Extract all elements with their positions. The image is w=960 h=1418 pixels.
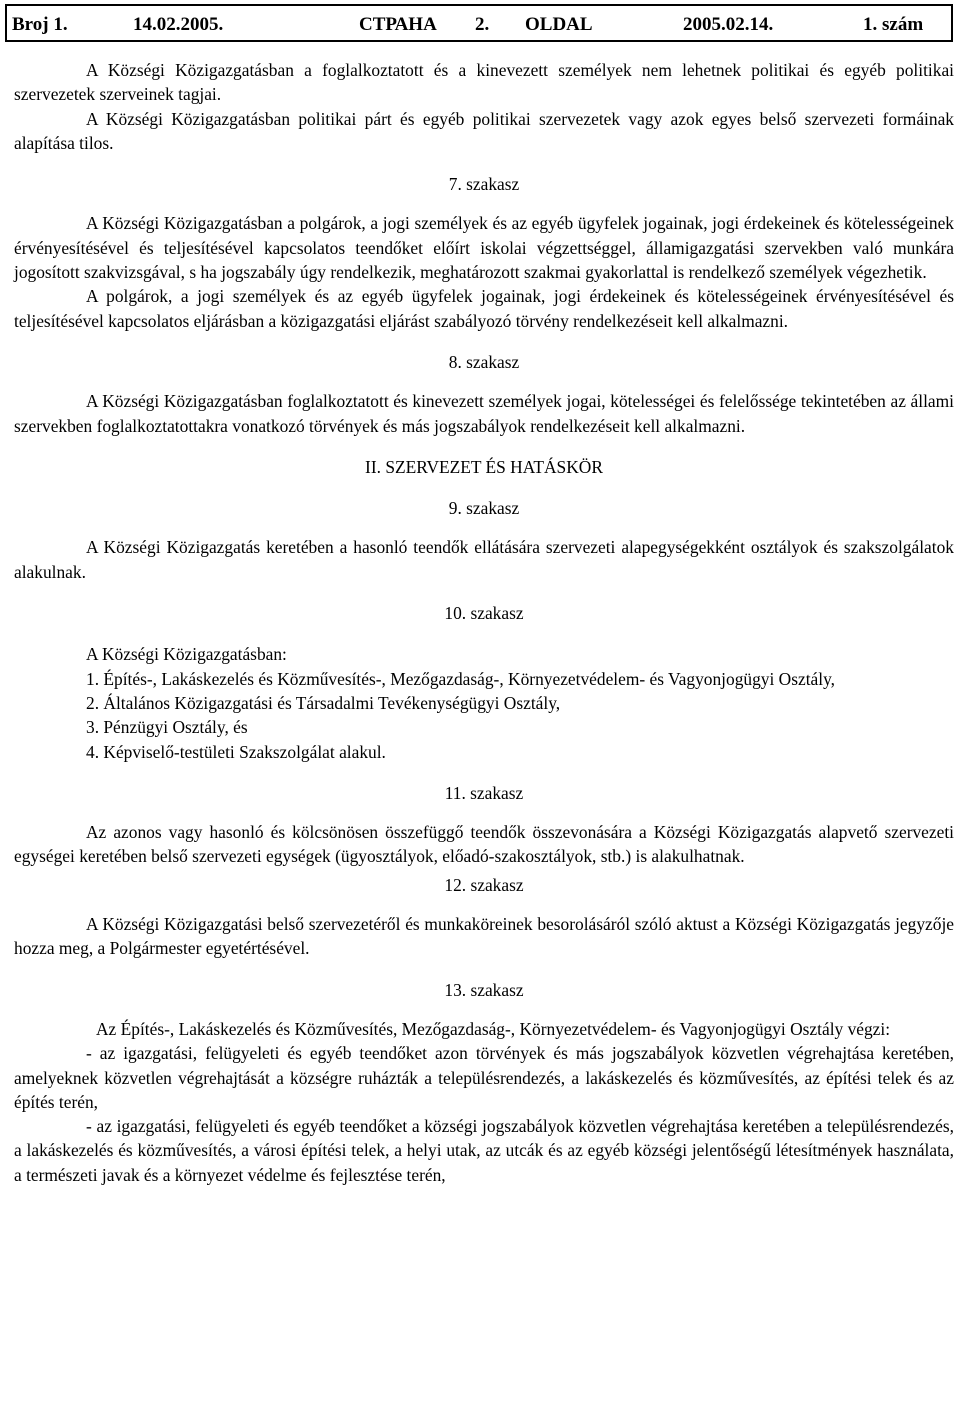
section-heading-7: 7. szakasz [448, 174, 520, 195]
paragraph: Az Építés-, Lakáskezelés és Közművesítés, Mezőgazdaság-, Környezetvédelem- és Vagyonjogügyi Osztály végzi: [96, 1018, 891, 1039]
page-header [5, 4, 953, 42]
section-heading-10: 10. szakasz [444, 603, 524, 624]
list-item: 4. Képviselő-testületi Szakszolgálat alakul. [86, 741, 386, 762]
section-heading-12: 12. szakasz [444, 874, 524, 895]
paragraph: A Községi Közigazgatásban a foglalkoztatott és a kinevezett személyek nem lehetnek politikai és egyéb politikai szervezetek szerveinek tagjai. [14, 60, 954, 105]
paragraph: A Községi Közigazgatás keretében a hasonló teendők ellátására szervezeti alapegységekként osztályok és szakszolgálatok alakulnak. [14, 537, 954, 582]
list-item: 1. Építés-, Lakáskezelés és Közművesítés-, Mezőgazdaság-, Környezetvédelem- és Vagyonjogügyi Osztály, [86, 668, 835, 689]
chapter-heading: II. SZERVEZET ÉS HATÁSKÖR [365, 456, 603, 477]
section-heading-8: 8. szakasz [448, 351, 520, 372]
issue-date-alt: 2005.02.14. [683, 14, 774, 35]
issue-number-alt: 1. szám [863, 14, 924, 35]
list-item: - az igazgatási, felügyeleti és egyéb teendőket azon törvények és más jogszabályok közvetlen végrehajtása keretében, amelyeknek közvetlen végrehajtását a községre ruházták a településrendezés, a lakáskezelés és közművesítés, az építési telek és az építés terén, [14, 1043, 954, 1112]
list-item: 2. Általános Közigazgatási és Társadalmi Tevékenységügyi Osztály, [86, 692, 561, 713]
section-heading-9: 9. szakasz [448, 498, 520, 519]
page-number: 2. [475, 14, 490, 35]
section-heading-13: 13. szakasz [444, 979, 524, 1000]
section-heading-11: 11. szakasz [444, 782, 524, 803]
issue-date: 14.02.2005. [133, 14, 224, 35]
paragraph: A Községi Közigazgatásban politikai párt és egyéb politikai szervezetek vagy azok egyes belső szervezeti formáinak alapítása tilos. [14, 108, 954, 153]
paragraph: Az azonos vagy hasonló és kölcsönösen összefüggő teendők összevonására a Községi Közigazgatás alapvető szervezeti egységei keretében belső szervezeti egységek (ügyosztályok, előadó-szakosztályok, stb.) is alakulhatnak. [14, 822, 954, 867]
page-label-hungarian: OLDAL [525, 14, 593, 35]
list-item: 3. Pénzügyi Osztály, és [86, 717, 248, 738]
paragraph: A Községi Közigazgatási belső szervezetéről és munkaköreinek besorolásáról szóló aktust a Községi Közigazgatás jegyzője hozza meg, a Polgármester egyetértésével. [14, 914, 954, 959]
paragraph: A Községi Közigazgatásban foglalkoztatott és kinevezett személyek jogai, kötelességei és felelőssége tekintetében az állami szervekben foglalkoztatottakra vonatkozó törvények és más jogszabályok rendelkezéseit kell alkalmazni. [14, 391, 954, 436]
page-label-serbian: СТРАНА [359, 14, 437, 35]
issue-number: Broj 1. [12, 14, 68, 35]
paragraph: A Községi Közigazgatásban a polgárok, a jogi személyek és az egyéb ügyfelek jogainak, jogi érdekeinek és kötelességeinek érvényesítésével és teljesítésével kapcsolatos teendőket előírt iskolai végzettséggel, államigazgatási szervekben való munkára jogosított szakvizsgával, s ha jogszabály úgy rendelkezik, meghatározott szakmai gyakorlattal is rendelkező személyek végezhetik. [14, 213, 954, 283]
paragraph: A polgárok, a jogi személyek és az egyéb ügyfelek jogainak, jogi érdekeinek és kötelességeinek érvényesítésével és teljesítésével kapcsolatos eljárásban a közigazgatási eljárást szabályozó törvény rendelkezéseit kell alkalmazni. [14, 286, 954, 331]
document-body [14, 58, 954, 1187]
list-intro: A Községi Közigazgatásban: [86, 644, 287, 665]
list-item: - az igazgatási, felügyeleti és egyéb teendőket a községi jogszabályok közvetlen végrehajtása keretében a településrendezés, a lakáskezelés és közművesítés, a városi építési telek, a helyi utak, az utcák és az egyéb községi jelentőségű létesítmények használata, a természeti javak és a környezet védelme és fejlesztése terén, [14, 1116, 954, 1185]
department-list [14, 642, 954, 763]
